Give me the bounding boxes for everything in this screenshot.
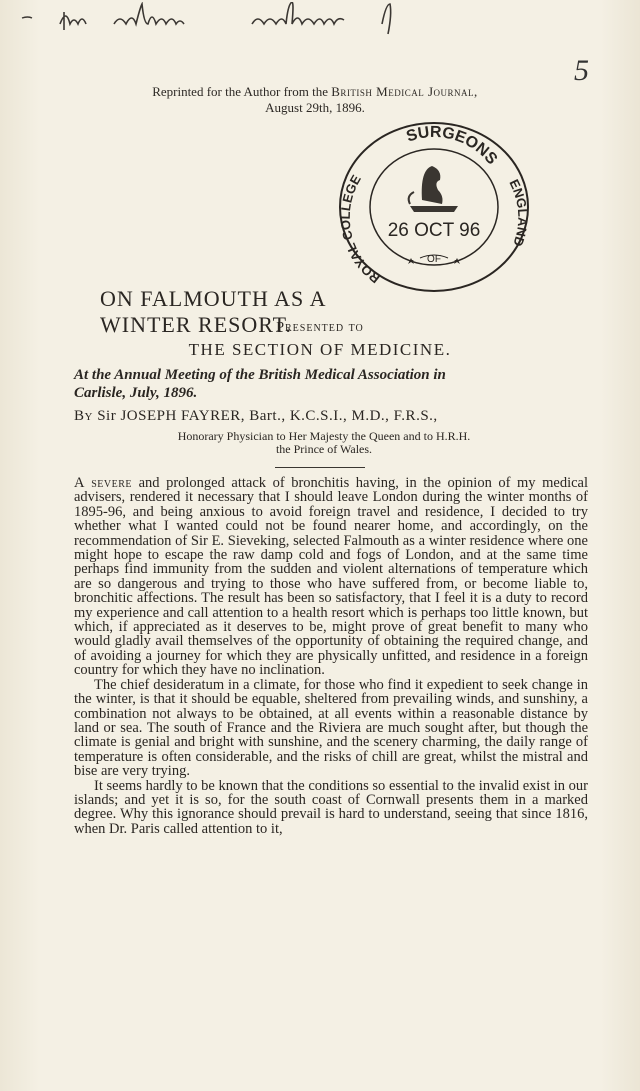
title-text: ON FALMOUTH AS A WINTER RESORT.: [100, 286, 326, 337]
author-name: Sir JOSEPH FAYRER, Bart., K.C.S.I., M.D., F.R.S.,: [97, 408, 438, 424]
author-honorary: [74, 430, 574, 456]
honorary-line-1: Honorary Physician to Her Majesty the Queen and to H.R.H.: [177, 429, 471, 443]
paragraph-1: [74, 476, 588, 678]
divider-rule: [275, 467, 365, 468]
honorary-line-2: the Prince of Wales.: [275, 442, 373, 456]
author-by: By: [74, 408, 93, 424]
stamp-right-text: ENGLAND: [506, 176, 531, 249]
svg-text:ENGLAND: [506, 177, 530, 248]
stamp-date: 26 OCT 96: [387, 220, 481, 241]
stamp-left-text: ROYAL COLLEGE: [337, 172, 383, 287]
journal-name: British Medical Journal,: [331, 84, 478, 99]
section-heading: THE SECTION OF MEDICINE.: [188, 340, 452, 359]
stamp-top-text: SURGEONS: [404, 123, 501, 168]
meeting-line-1: At the Annual Meeting of the British Medical Association in: [74, 367, 446, 383]
article-body: [74, 476, 588, 836]
paragraph-1-lead: A severe: [74, 475, 133, 491]
svg-text:SURGEONS: [404, 124, 500, 168]
folio-number: 5: [574, 54, 589, 87]
meeting-line-2: Carlisle, July, 1896.: [74, 385, 198, 401]
author-line: [74, 408, 574, 425]
reprint-prefix: Reprinted for the Author from the: [152, 84, 329, 99]
reprint-line: [100, 84, 530, 100]
paragraph-2: The chief desideratum in a climate, for those who find it expedient to seek change in the winter, is that it should be equable, sheltered from prevailing winds, and sunshiny, a combination not always to be obtained, at all events within a reasonable distance by land or sea. The south of France and the Riviera are much sought after, but though the climate is genial and bright with sunshine, and the scenery charming, the daily range of temperature is often considerable, and the risks of chill are great, whilst the mistral and bise are very trying.: [74, 676, 588, 780]
presented-to: Presented to: [276, 320, 364, 335]
meeting-info: [74, 366, 574, 402]
library-stamp: [330, 112, 538, 302]
paragraph-3: It seems hardly to be known that the conditions so essential to the invalid exist in our islands; and yet it is so, for the south coast of Cornwall presents them in a marked degree. Why this ignorance should prevail is hard to understand, seeing that since 1816, when Dr. Paris called attention to it,: [74, 777, 588, 837]
stamp-crest-icon: [409, 166, 458, 212]
svg-text:ROYAL COLLEGE: [338, 172, 383, 286]
handwriting-scribble-icon: [20, 2, 620, 42]
stamp-bottom-text: OF: [427, 254, 441, 265]
handwritten-inscription: [20, 2, 620, 42]
paragraph-1-text: and prolonged attack of bronchitis having, in the opinion of my medical advisers, rendered it necessary that I should leave London during the winter months of 1895-96, and being anxious to avoid foreign travel and residence, I decided to try whether what I wanted could not be found nearer home, and accordingly, on the recommendation of Sir E. Sieveking, selected Falmouth as a winter residence where one might hope to escape the raw damp cold and fogs of London, and at the same time perhaps find immunity from the sudden and violent alternations of temperature which are so dangerous and trying to those who have suffered from, or become liable to, bronchitic affections. The result has been so satisfactory, that I feel it is a duty to record my experience and call attention to a health resort which is perhaps too little known, but which, if appreciated as it deserves to be, might prove of great benefit to many who would gladly avail themselves of the opportunity of obtaining the required change, and of avoiding a journey for which they are physically unfitted, and residence in a foreign country for which they have no inclination.: [74, 475, 588, 679]
reprint-date: August 29th, 1896.: [265, 100, 365, 115]
